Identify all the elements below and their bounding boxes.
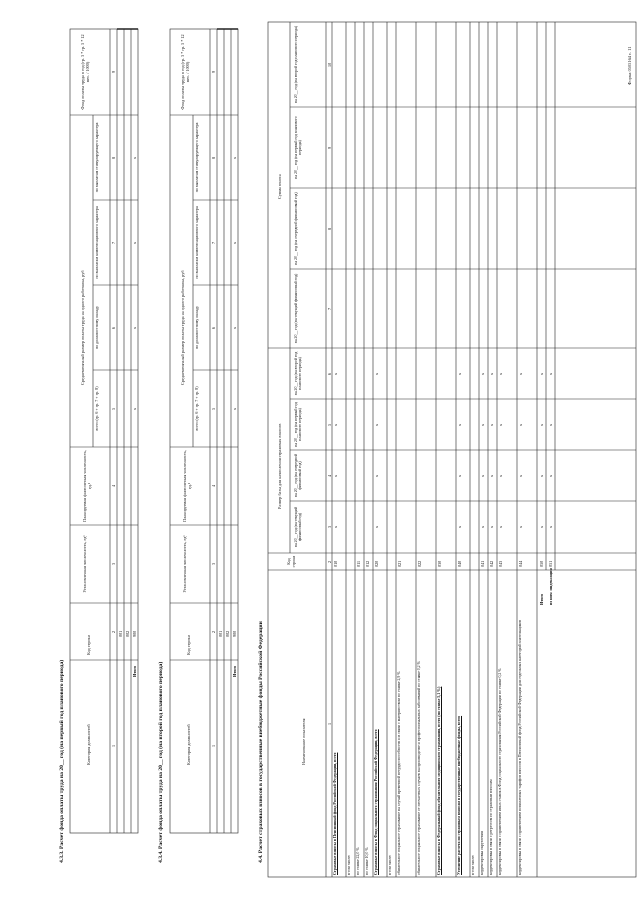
s44-num-1: 1 bbox=[327, 722, 332, 725]
row-mark: x bbox=[480, 423, 485, 426]
row-name: Страховые взносы в Фонд социального страхования Российской Федерации, всего bbox=[374, 729, 378, 875]
s44-h-sum-p2: на 20__ год (на второй год планового периода) bbox=[294, 25, 298, 104]
s434-h-total: всего (гр. 6 + гр. 7 + гр. 8) bbox=[194, 386, 199, 431]
s433-num-1: 1 bbox=[111, 744, 116, 747]
row-mark: x bbox=[518, 423, 523, 426]
s434-num-3: 3 bbox=[211, 562, 216, 565]
row-name: по ставке 22,0 % bbox=[356, 847, 360, 875]
indexing-mark: x bbox=[548, 525, 553, 528]
row-mark: x bbox=[457, 474, 462, 477]
s434-row-code: 002 bbox=[225, 630, 230, 637]
table-row-indexing bbox=[548, 22, 555, 605]
row-mark: x bbox=[498, 525, 503, 528]
s433-h-comp: по выплатам компенсационного характера bbox=[94, 206, 99, 279]
s433-num-5: 5 bbox=[111, 407, 116, 410]
table-row bbox=[471, 22, 479, 877]
row-code: 010 bbox=[333, 560, 338, 567]
table-row bbox=[457, 22, 470, 877]
s434-num-7: 7 bbox=[211, 241, 216, 244]
table-row bbox=[437, 22, 456, 877]
s433-h-actual: Планируемая фактическая численность, ед.² bbox=[82, 450, 92, 522]
s433-h-avg: Среднемесячный размер оплаты труда на одного работника, руб bbox=[80, 270, 85, 385]
section-44-title: 4.4. Расчет страховых взносов в государственные внебюджетные фонды Российской Федерации bbox=[258, 621, 264, 863]
s44-h-sum-p1: на 20__ год (на первый год планового периода) bbox=[294, 116, 302, 179]
s44-h-code: Код строки bbox=[286, 555, 296, 568]
row-mark: x bbox=[374, 525, 379, 528]
section-433-title: 4.3.3. Расчет фонда оплаты труда на 20__ год (на первый год планового периода) bbox=[59, 659, 65, 863]
row-name: Уточнение расчета по страховым взносам в государственные внебюджетные фонды, всего bbox=[457, 715, 461, 875]
s433-total-mark: x bbox=[132, 156, 137, 159]
s434-num-1: 1 bbox=[211, 744, 216, 747]
indexing-mark: x bbox=[548, 423, 553, 426]
s44-num-10: 10 bbox=[327, 62, 332, 67]
s434-num-5: 5 bbox=[211, 407, 216, 410]
table-row bbox=[374, 22, 387, 877]
s433-num-9: 9 bbox=[111, 70, 116, 73]
row-name: корректировка в связи с применением пониженных тарифов взносов в Пенсионный фонд Российской Федерации для отдельных категорий плательщиков bbox=[518, 619, 522, 875]
row-mark: x bbox=[489, 372, 494, 375]
table-row bbox=[347, 22, 355, 877]
s44-num-2: 2 bbox=[327, 560, 332, 563]
s433-num-4: 4 bbox=[111, 484, 116, 487]
s434-h-comp: по выплатам компенсационного характера bbox=[194, 206, 199, 279]
row-code: 011 bbox=[356, 560, 361, 567]
total-label: Итого bbox=[539, 593, 544, 605]
row-code: 044 bbox=[518, 560, 523, 567]
s433-h-code: Код строки bbox=[86, 635, 91, 655]
row-name: корректировка в связи с регрессом по страховым взносам bbox=[489, 779, 493, 875]
indexing-code: 051 bbox=[548, 560, 553, 567]
row-mark: x bbox=[374, 372, 379, 375]
total-mark: x bbox=[539, 423, 544, 426]
s433-num-6: 6 bbox=[111, 326, 116, 329]
row-name: Страховые взносы в Федеральный фонд обязательного медицинского страхования, всего (по ставке 5,1 %) bbox=[437, 686, 441, 875]
s433-total-mark: x bbox=[132, 241, 137, 244]
indexing-mark: x bbox=[548, 372, 553, 375]
s44-h-base-cur: на 20__ год (на текущий финансовый год) bbox=[294, 506, 302, 548]
row-name: корректировка в связи с применением иных ставок в Фонд социального страхования Российской Федерации по ставке 0,2 % bbox=[498, 668, 502, 875]
s44-num-3: 3 bbox=[327, 525, 332, 528]
s433-num-8: 8 bbox=[111, 156, 116, 159]
form-code: Форма 0505164 с. 11 bbox=[627, 46, 632, 85]
s433-num-2: 2 bbox=[111, 630, 116, 633]
row-mark: x bbox=[480, 372, 485, 375]
indexing-mark: x bbox=[548, 474, 553, 477]
s44-num-4: 4 bbox=[327, 474, 332, 477]
s44-h-sum: Сумма взноса bbox=[277, 174, 282, 199]
total-code: 050 bbox=[539, 560, 544, 567]
table-row-total bbox=[539, 22, 546, 605]
s434-num-8: 8 bbox=[211, 156, 216, 159]
row-mark: x bbox=[489, 525, 494, 528]
row-name: в том числе: bbox=[388, 854, 392, 875]
row-mark: x bbox=[480, 474, 485, 477]
table-row bbox=[333, 22, 346, 877]
s434-total-mark: x bbox=[232, 156, 237, 159]
section-434-title: 4.3.4. Расчет фонда оплаты труда на 20__ год (на второй год планового периода) bbox=[158, 661, 164, 863]
s434-num-4: 4 bbox=[211, 484, 216, 487]
row-mark: x bbox=[518, 474, 523, 477]
row-mark: x bbox=[518, 372, 523, 375]
total-mark: x bbox=[539, 474, 544, 477]
row-mark: x bbox=[518, 525, 523, 528]
table-row bbox=[518, 22, 537, 877]
row-name: обязательное социальное страхование на случай временной нетрудоспособности и в связи с материнством по ставке 2,9 % bbox=[397, 671, 401, 875]
s434-num-6: 6 bbox=[211, 326, 216, 329]
row-name: Страховые взносы в Пенсионный фонд Российской Федерации, всего bbox=[333, 752, 337, 875]
row-name: обязательное социальное страхование от несчастных случаев на производстве и профессиональных заболеваний по ставке 0,2 % bbox=[417, 661, 421, 875]
s434-h-avg: Среднемесячный размер оплаты труда на одного работника, руб bbox=[180, 270, 185, 385]
s433-total-mark: x bbox=[132, 326, 137, 329]
s44-num-5: 5 bbox=[327, 423, 332, 426]
row-code: 042 bbox=[489, 560, 494, 567]
s44-h-base: Размер базы для начисления страховых взносов bbox=[277, 423, 282, 509]
row-code: 041 bbox=[480, 560, 485, 567]
table-row bbox=[397, 22, 416, 877]
row-code: 021 bbox=[397, 560, 402, 567]
s434-h-salary: по должностному окладу bbox=[194, 306, 199, 349]
s434-total-mark: x bbox=[232, 407, 237, 410]
s44-num-6: 6 bbox=[327, 372, 332, 375]
s434-num-9: 9 bbox=[211, 70, 216, 73]
row-name: корректировка округления bbox=[480, 831, 484, 875]
row-mark: x bbox=[489, 474, 494, 477]
s44-h-sum-next: на 20__ год (на очередной финансовый год) bbox=[294, 192, 298, 265]
s433-num-7: 7 bbox=[111, 241, 116, 244]
row-mark: x bbox=[480, 525, 485, 528]
row-mark: x bbox=[498, 372, 503, 375]
s434-h-position: Категория должностей bbox=[186, 724, 191, 765]
s433-total-label: Итого bbox=[132, 665, 137, 677]
s434-total-code: 900 bbox=[232, 630, 237, 637]
s44-h-base-next: на 20__ год (на очередной финансовый год) bbox=[294, 453, 302, 498]
row-mark: x bbox=[333, 525, 338, 528]
row-code: 020 bbox=[374, 560, 379, 567]
s44-num-9: 9 bbox=[327, 146, 332, 149]
row-mark: x bbox=[374, 423, 379, 426]
row-name: по ставке 10,0 % bbox=[365, 847, 369, 875]
table-row bbox=[365, 22, 373, 877]
row-mark: x bbox=[457, 525, 462, 528]
s433-total-mark: x bbox=[132, 407, 137, 410]
s44-h-sum-cur: на 20__ год (на текущий финансовый год) bbox=[294, 273, 298, 344]
row-mark: x bbox=[333, 423, 338, 426]
s433-h-fund: Фонд оплаты труда в год (гр. 3 * гр. 5 * 12 мес. / 1000) bbox=[80, 34, 90, 110]
row-code: 030 bbox=[437, 560, 442, 567]
s434-h-code: Код строки bbox=[186, 635, 191, 655]
s434-h-fund: Фонд оплаты труда в год (гр. 3 * гр. 5 * 12 мес. / 1000) bbox=[180, 34, 190, 110]
s433-row-code: 001 bbox=[118, 630, 123, 637]
total-mark: x bbox=[539, 525, 544, 528]
row-mark: x bbox=[489, 423, 494, 426]
s433-h-stim: по выплатам стимулирующего характера bbox=[94, 122, 99, 193]
s434-h-actual: Планируемая фактическая численность, ед.² bbox=[182, 450, 192, 522]
s433-h-total: всего (гр. 6 + гр. 7 + гр. 8) bbox=[94, 386, 99, 431]
table-row bbox=[498, 22, 517, 877]
row-mark: x bbox=[333, 372, 338, 375]
table-row bbox=[480, 22, 488, 877]
row-name: в том числе: bbox=[347, 854, 351, 875]
s44-num-7: 7 bbox=[327, 307, 332, 310]
s44-h-name: Наименование показателя bbox=[301, 718, 306, 765]
s44-body-rows bbox=[333, 22, 555, 877]
s434-h-stim: по выплатам стимулирующего характера bbox=[194, 122, 199, 193]
s433-total-code: 900 bbox=[132, 630, 137, 637]
table-row bbox=[388, 22, 396, 877]
s434-h-staff: Установленная численность, ед¹ bbox=[182, 535, 187, 593]
table-row bbox=[356, 22, 364, 877]
s434-total-label: Итого bbox=[232, 665, 237, 677]
s433-h-position: Категория должностей bbox=[86, 724, 91, 765]
row-name: в том числе: bbox=[471, 854, 475, 875]
s434-num-2: 2 bbox=[211, 630, 216, 633]
row-mark: x bbox=[457, 372, 462, 375]
row-mark: x bbox=[457, 423, 462, 426]
table-row bbox=[489, 22, 497, 877]
s433-h-salary: по должностному окладу bbox=[94, 306, 99, 349]
row-code: 043 bbox=[498, 560, 503, 567]
s433-num-3: 3 bbox=[111, 562, 116, 565]
row-code: 012 bbox=[365, 560, 370, 567]
row-mark: x bbox=[498, 474, 503, 477]
s434-row-code: 001 bbox=[218, 630, 223, 637]
total-mark: x bbox=[539, 372, 544, 375]
s433-row-code: 002 bbox=[125, 630, 130, 637]
row-mark: x bbox=[374, 474, 379, 477]
s433-h-staff: Установленная численность, ед¹ bbox=[82, 535, 87, 593]
s44-h-base-p2: на 20__ год (на второй год планового периода) bbox=[294, 351, 302, 396]
row-code: 022 bbox=[417, 560, 422, 567]
row-code: 040 bbox=[457, 560, 462, 567]
row-mark: x bbox=[498, 423, 503, 426]
s44-h-base-p1: на 20__ год (на первый год планового периода) bbox=[294, 402, 302, 447]
s434-total-mark: x bbox=[232, 241, 237, 244]
s434-total-mark: x bbox=[232, 326, 237, 329]
indexing-label: из них: индексация bbox=[548, 568, 553, 605]
s44-num-8: 8 bbox=[327, 227, 332, 230]
row-mark: x bbox=[333, 474, 338, 477]
table-row bbox=[417, 22, 436, 877]
